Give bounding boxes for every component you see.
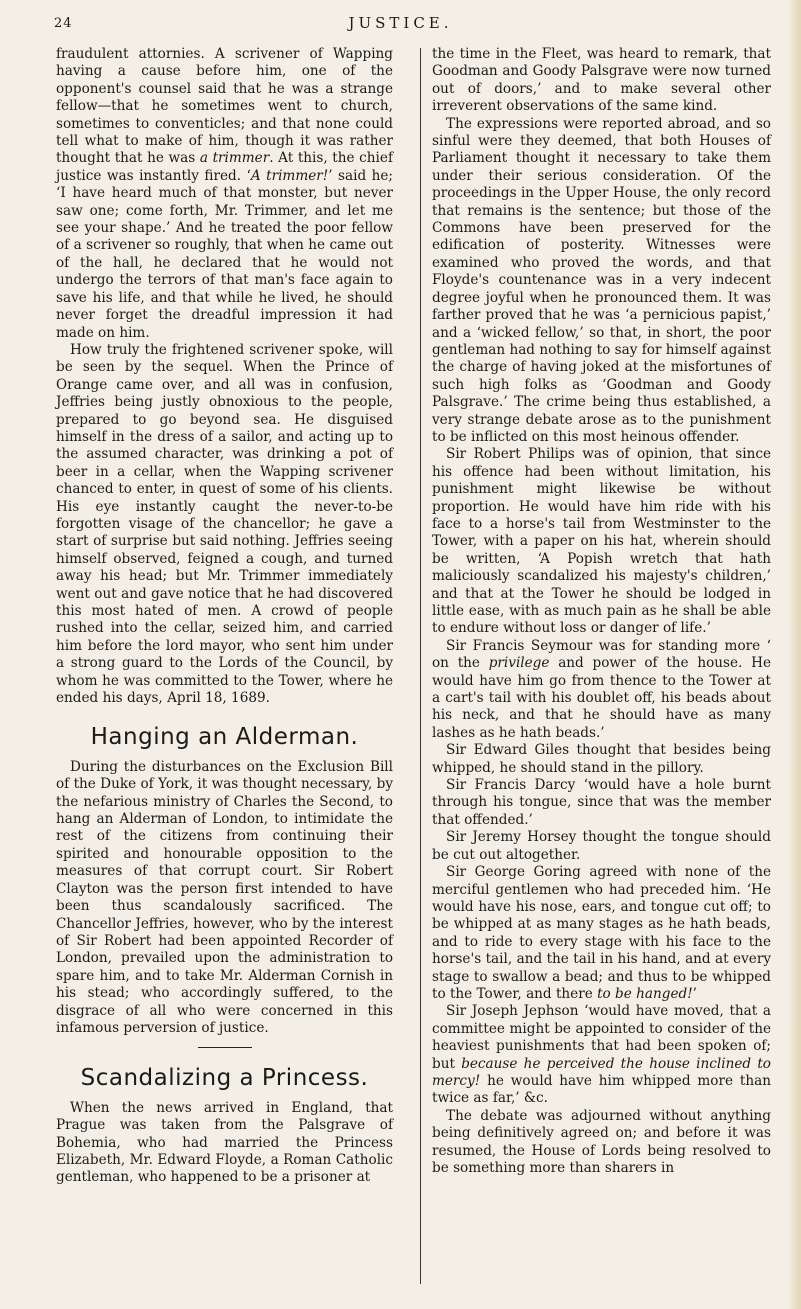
page-header [0,8,801,38]
page-edge-shadow [787,0,801,1309]
page-number: 24 [54,16,73,31]
section-divider [198,1047,252,1048]
right-column [432,46,771,1177]
paragraph: How truly the frightened scrivener spoke, will be seen by the sequel. When the Prince of Orange came over, and all was in confusion, Jeffries being justly obnoxious to the people, prepared to go beyond sea. He disguised himself in the dress of a sailor, and acting up to the assumed character, was drinking a pot of beer in a cellar, when the Wapping scrivener chanced to enter, in quest of some of his clients. His eye instantly caught the never-to-be forgotten visage of the chancellor; he gave a start of surprise but said nothing. Jeffries seeing himself observed, feigned a cough, and turned away his head; but Mr. Trimmer immediately went out and gave notice that he had discovered this most hated of men. A crowd of people rushed into the cellar, seized him, and carried him before the lord mayor, who sent him under a strong guard to the Lords of the Council, by whom he was committed to the Tower, where he ended his days, April 18, 1689. [56,341,393,707]
paragraph: The debate was adjourned without anything being definitively agreed on; and before it was resumed, the House of Lords being resolved to be something more than sharers in [432,1107,771,1176]
paragraph: Sir George Goring agreed with none of the merciful gentlemen who had preceded him. ‘He would have his nose, ears, and tongue cut off; to be whipped at as many stages as he hath beads, and to ride to every stage with his face to the horse's tail, and the tail in his hand, and at every stage to swallow a bead; and thus to be whipped to the Tower, and there to be hanged!’ [432,864,771,1002]
paragraph: Sir Joseph Jephson ‘would have moved, that a committee might be appointed to consider of the heaviest punishments that had been spoken of; but because he perceived the house inclined to mercy! he would have him whipped more than twice as far,’ &c. [432,1003,771,1107]
paragraph: Sir Jeremy Horsey thought the tongue should be cut out altogether. [432,829,771,863]
paragraph: fraudulent attornies. A scrivener of Wapping having a cause before him, one of the opponent's counsel said that he was a strange fellow—that he sometimes went to church, sometimes to conventicles; and that none could tell what to make of him, though it was rather thought that he was a trimmer. At this, the chief justice was instantly fired. ‘A trimmer!’ said he; ‘I have heard much of that monster, but never saw one; come forth, Mr. Trimmer, and let me see your shape.’ And he treated the poor fellow of a scrivener so roughly, that when he came out of the hall, he declared that he would not undergo the terrors of that man's face again to save his life, and that while he lived, he should never forget the dreadful impression it had made on him. [56,46,393,341]
running-title: JUSTICE. [348,14,453,32]
section-heading-princess: Scandalizing a Princess. [80,1065,369,1092]
left-column [56,46,393,1187]
paragraph: Sir Francis Seymour was for standing more ‘ on the privilege and power of the house. He would have him go from thence to the Tower at a cart's tail with his doublet off, his beads about his neck, and that he should have as many lashes as he hath beads.’ [432,637,772,741]
paragraph: the time in the Fleet, was heard to remark, that Goodman and Goody Palsgrave were now turned out of doors,’ and to make several other irreverent observations of the same kind. [432,46,771,115]
paragraph: During the disturbances on the Exclusion Bill of the Duke of York, it was thought necessary, by the nefarious ministry of Charles the Second, to hang an Alderman of London, to intimidate the rest of the citizens from continuing their spirited and honourable opposition to the measures of that corrupt court. Sir Robert Clayton was the person first intended to have been thus scandalously sacrificed. The Chancellor Jeffries, however, who by the interest of Sir Robert had been appointed Recorder of London, prevailed upon the administration to spare him, and to take Mr. Alderman Cornish in his stead; who accordingly suffered, to the disgrace of all who were concerned in this infamous perversion of justice. [56,758,393,1036]
paragraph: The expressions were reported abroad, and so sinful were they deemed, that both Houses of Parliament thought it necessary to take them under their serious consideration. Of the proceedings in the Upper House, the only record that remains is the sentence; but those of the Commons have been preserved for the edification of posterity. Witnesses were examined who proved the words, and that Floyde's countenance was in a very indecent degree joyful when he pronounced them. It was farther proved that he was ‘a pernicious papist,’ and a ‘wicked fellow,’ so that, in short, the poor gentleman had nothing to say for himself against the charge of having joked at the misfortunes of such high folks as ‘Goodman and Goody Palsgrave.’ The crime being thus established, a very strange debate arose as to the punishment to be inflicted on this most heinous offender. [432,115,771,445]
paragraph: Sir Robert Philips was of opinion, that since his offence had been without limitation, his punishment might likewise be without proportion. He would have him ride with his face to a horse's tail from Westminster to the Tower, with a paper on his hat, wherein should be written, ‘A Popish wretch that hath maliciously scandalized his majesty's children,’ and that at the Tower he should be lodged in little ease, with as much pain as he shall be able to endure without loss or danger of life.’ [432,446,771,637]
section-heading-alderman: Hanging an Alderman. [90,724,359,751]
paragraph: Sir Edward Giles thought that besides being whipped, he should stand in the pillory. [432,742,771,776]
column-rule [420,48,421,1284]
paragraph: Sir Francis Darcy ‘would have a hole burnt through his tongue, since that was the member that offended.’ [432,777,771,828]
paragraph: When the news arrived in England, that Prague was taken from the Palsgrave of Bohemia, who had married the Princess Elizabeth, Mr. Edward Floyde, a Roman Catholic gentleman, who happened to be a prisoner at [56,1099,393,1186]
